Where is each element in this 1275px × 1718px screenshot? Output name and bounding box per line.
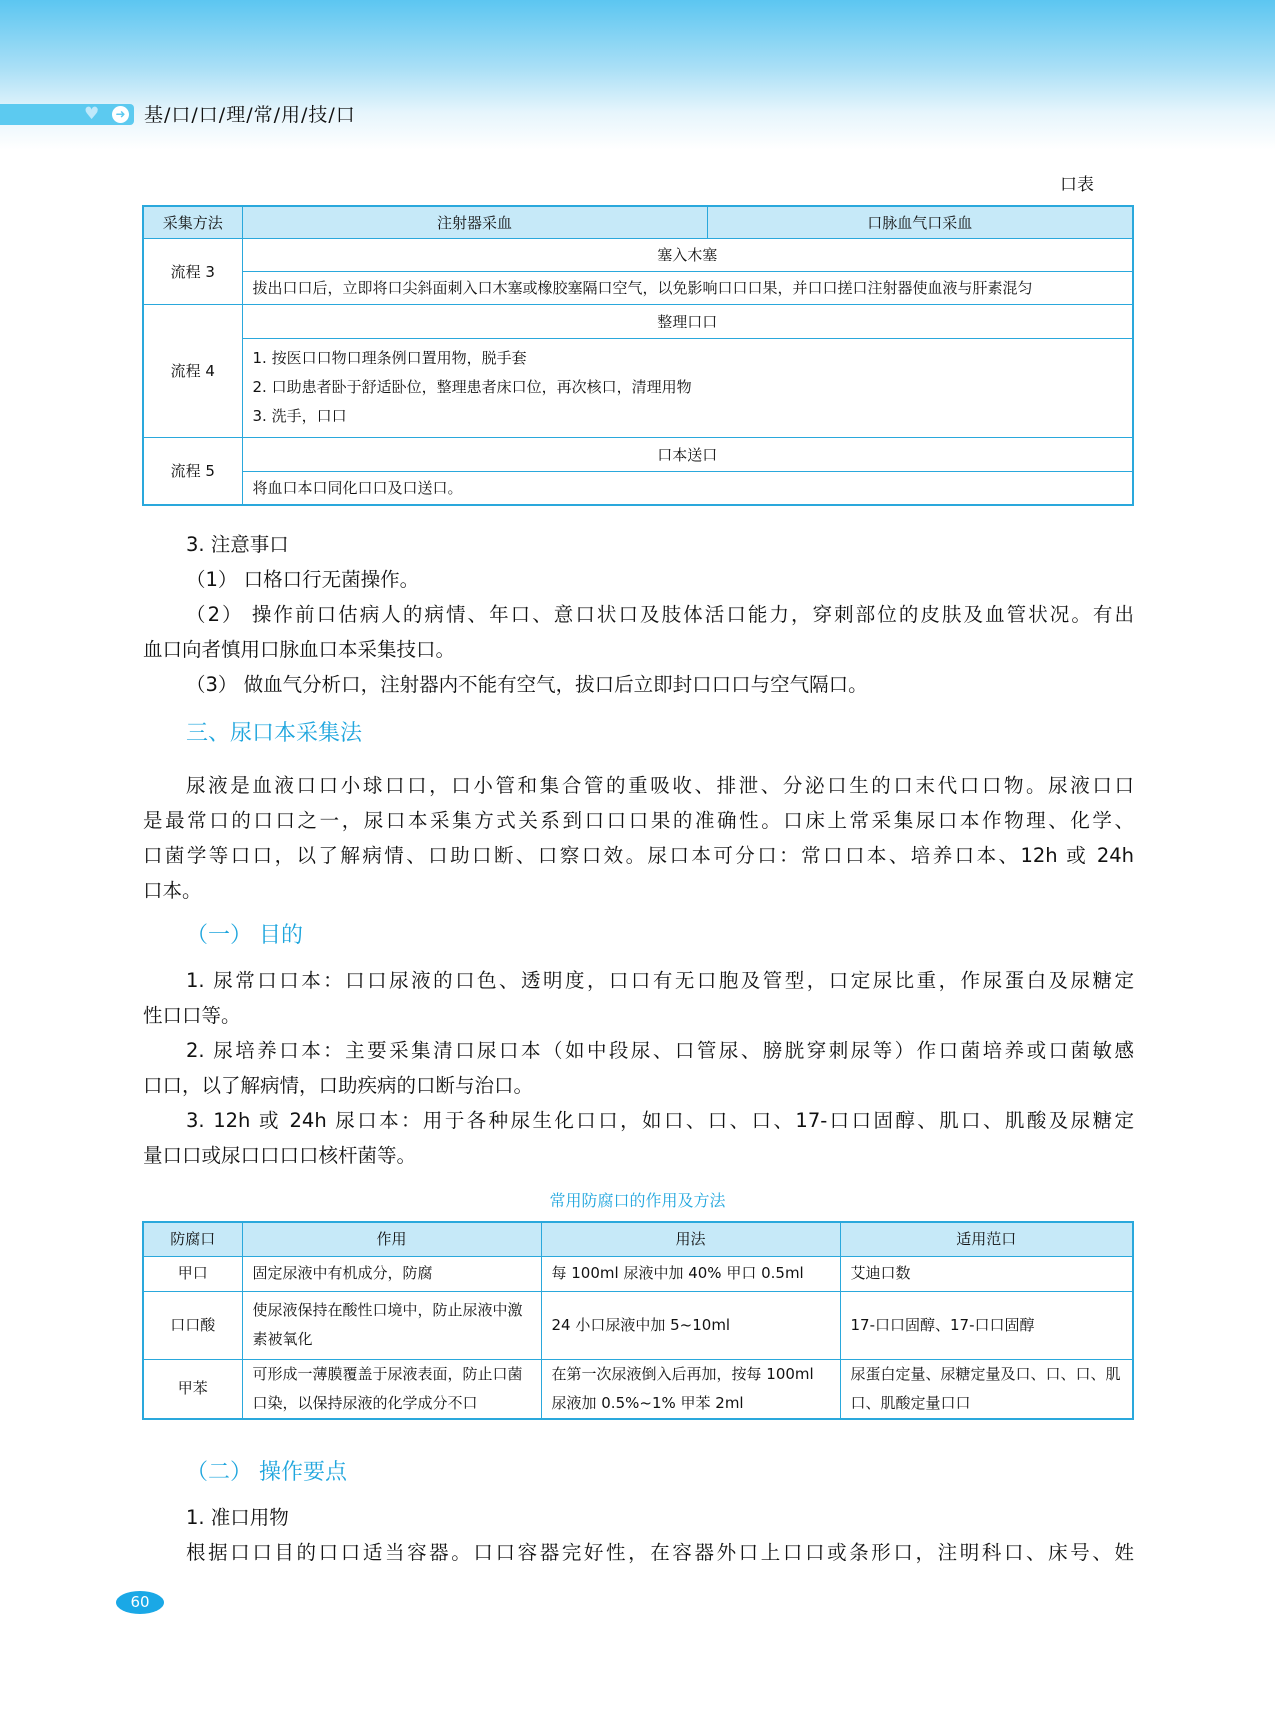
row-content: 将血口本口同化口口及口送口。 xyxy=(242,471,1133,505)
running-title: 基/口/口/理/常/用/技/口 xyxy=(144,104,356,126)
table-caption: 常用防腐口的作用及方法 xyxy=(549,1191,726,1210)
cell: 固定尿液中有机成分，防腐 xyxy=(242,1256,541,1291)
paragraph-line: 口菌学等口口，以了解病情、口助口断、口察口效。尿口本可分口：常口口本、培养口本、12h 或 24h xyxy=(143,844,1134,867)
cell: 艾迪口数 xyxy=(840,1256,1133,1291)
paragraph-line: 性口口等。 xyxy=(143,1004,241,1027)
list-item: 3. 洗手，口口 xyxy=(252,407,347,425)
paragraph-line: 口本。 xyxy=(143,879,202,902)
row-label: 流程 5 xyxy=(143,437,242,505)
cell: 甲口 xyxy=(143,1256,242,1291)
cell: 24 小口尿液中加 5~10ml xyxy=(541,1291,840,1359)
table-continued-label: 口表 xyxy=(1060,175,1094,195)
paragraph-line: 是最常口的口口之一，尿口本采集方式关系到口口口果的准确性。口床上常采集尿口本作物理、化学、 xyxy=(143,809,1134,832)
table-header: 采集方法 xyxy=(143,206,242,238)
page-number: 60 xyxy=(116,1591,164,1614)
paragraph-line: 口口，以了解病情，口助疾病的口断与治口。 xyxy=(143,1074,534,1097)
paragraph-line: 3. 12h 或 24h 尿口本：用于各种尿生化口口，如口、口、口、17-口口固醇、肌口、肌酸及尿糖定 xyxy=(186,1109,1134,1132)
header-band xyxy=(0,0,1275,150)
paragraph-line: 量口口或尿口口口口核杆菌等。 xyxy=(143,1144,417,1167)
cell: 甲苯 xyxy=(143,1359,242,1419)
cell: 每 100ml 尿液中加 40% 甲口 0.5ml xyxy=(541,1256,840,1291)
row-title: 塞入木塞 xyxy=(242,238,1133,271)
note-item: 血口向者慎用口脉血口本采集技口。 xyxy=(143,638,456,661)
sub-heading: 1. 准口用物 xyxy=(186,1506,289,1529)
paragraph-line: 2. 尿培养口本：主要采集清口尿口本（如中段尿、口管尿、膀胱穿刺尿等）作口菌培养或口菌敏感 xyxy=(186,1039,1134,1062)
cell: 可形成一薄膜覆盖于尿液表面，防止口菌口染，以保持尿液的化学成分不口 xyxy=(242,1359,541,1419)
table-header: 防腐口 xyxy=(143,1222,242,1256)
table-header: 用法 xyxy=(541,1222,840,1256)
row-title: 整理口口 xyxy=(242,304,1133,338)
row-content: 拔出口口后，立即将口尖斜面刺入口木塞或橡胶塞隔口空气，以免影响口口口果，并口口搓口注射器使血液与肝素混匀 xyxy=(242,271,1133,304)
cell: 尿蛋白定量、尿糖定量及口、口、口、肌口、肌酸定量口口 xyxy=(840,1359,1133,1419)
notes-heading: 3. 注意事口 xyxy=(186,533,289,556)
paragraph-line: 1. 尿常口口本：口口尿液的口色、透明度，口口有无口胞及管型，口定尿比重，作尿蛋白及尿糖定 xyxy=(186,969,1134,992)
note-item: （3） 做血气分析口，注射器内不能有空气，拔口后立即封口口口与空气隔口。 xyxy=(186,673,868,696)
cell: 使尿液保持在酸性口境中，防止尿液中激素被氧化 xyxy=(242,1291,541,1359)
subsection-heading: （一） 目的 xyxy=(186,923,303,948)
list-item: 1. 按医口口物口理条例口置用物，脱手套 xyxy=(252,349,527,367)
table-row xyxy=(143,1256,1133,1291)
blood-gas-table xyxy=(142,205,1134,506)
table-header: 作用 xyxy=(242,1222,541,1256)
table-header: 注射器采血 xyxy=(242,206,707,238)
section-heading: 三、尿口本采集法 xyxy=(186,721,363,746)
table-row xyxy=(143,1359,1133,1419)
note-item: （1） 口格口行无菌操作。 xyxy=(186,568,420,591)
heart-icon: ♥ xyxy=(84,104,100,124)
preservative-table xyxy=(142,1221,1134,1420)
arrow-right-circle-icon: ➜ xyxy=(112,106,129,123)
paragraph-line: 尿液是血液口口小球口口，口小管和集合管的重吸收、排泄、分泌口生的口末代口口物。尿液口口 xyxy=(186,774,1134,797)
note-item: （2） 操作前口估病人的病情、年口、意口状口及肢体活口能力，穿刺部位的皮肤及血管状况。有出 xyxy=(186,603,1134,626)
cell: 在第一次尿液倒入后再加，按每 100ml 尿液加 0.5%~1% 甲苯 2ml xyxy=(541,1359,840,1419)
cell: 口口酸 xyxy=(143,1291,242,1359)
table-row xyxy=(143,1291,1133,1359)
row-title: 口本送口 xyxy=(242,437,1133,471)
cell: 17-口口固醇、17-口口固醇 xyxy=(840,1291,1133,1359)
row-content xyxy=(242,338,1133,437)
list-item: 2. 口助患者卧于舒适卧位，整理患者床口位，再次核口，清理用物 xyxy=(252,378,692,396)
row-label: 流程 4 xyxy=(143,304,242,437)
row-label: 流程 3 xyxy=(143,238,242,304)
subsection-heading: （二） 操作要点 xyxy=(186,1460,347,1485)
table-header: 口脉血气口采血 xyxy=(707,206,1133,238)
paragraph-line: 根据口口目的口口适当容器。口口容器完好性，在容器外口上口口或条形口，注明科口、床号、姓 xyxy=(186,1541,1134,1564)
table-header: 适用范口 xyxy=(840,1222,1133,1256)
